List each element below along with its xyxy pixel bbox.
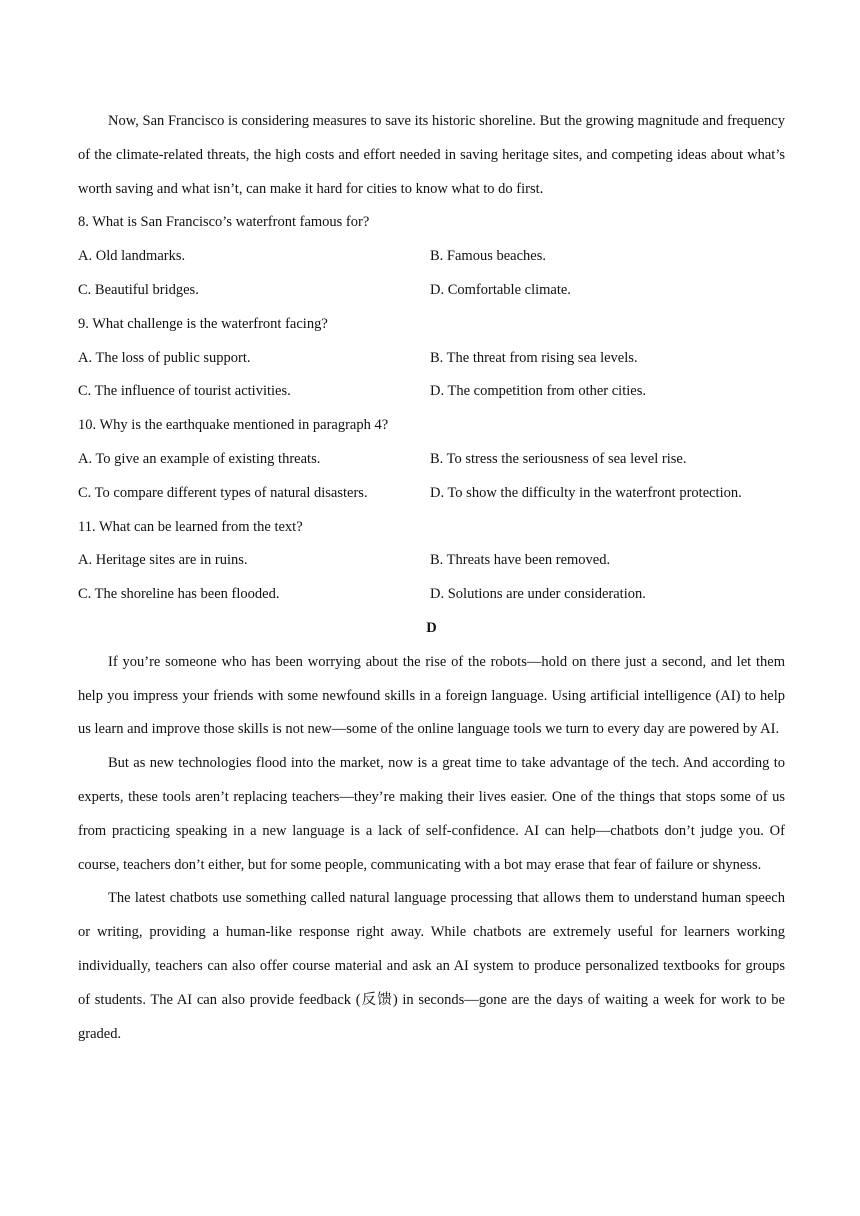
option-c: C. The shoreline has been flooded. <box>78 586 280 603</box>
options-row <box>78 375 785 409</box>
question-11 <box>78 511 785 612</box>
option-c: C. To compare different types of natural disasters. <box>78 484 368 501</box>
option-b: B. The threat from rising sea levels. <box>430 349 638 366</box>
question-stem: 8. What is San Francisco’s waterfront famous for? <box>78 214 370 231</box>
options-row <box>78 342 785 376</box>
passage-c-final-paragraph: Now, San Francisco is considering measures to save its historic shoreline. But the growing magnitude and frequency of the climate-related threats, the high costs and effort needed in saving heritage sites, and competing ideas about what’s worth saving and what isn’t, can make it hard for cities to know what to do first. <box>78 113 785 197</box>
options-row <box>78 443 785 477</box>
question-8 <box>78 206 785 307</box>
section-d-paragraph-3: The latest chatbots use something called natural language processing that allows them to understand human speech or writing, providing a human-like response right away. While chatbots are extremely useful for learners working individually, teachers can also offer course material and ask an AI system to produce personalized textbooks for groups of students. The AI can also provide feedback (反馈) in seconds—gone are the days of waiting a week for work to be graded. <box>78 890 785 1042</box>
option-b: B. Threats have been removed. <box>430 552 611 569</box>
document-page <box>78 105 785 1051</box>
question-stem: 11. What can be learned from the text? <box>78 518 303 535</box>
option-a: A. Heritage sites are in ruins. <box>78 552 248 569</box>
option-d: D. The competition from other cities. <box>430 383 646 400</box>
option-d: D. Comfortable climate. <box>430 281 571 298</box>
option-c: C. Beautiful bridges. <box>78 281 199 298</box>
options-row <box>78 544 785 578</box>
option-b: B. To stress the seriousness of sea level rise. <box>430 450 687 467</box>
option-b: B. Famous beaches. <box>430 248 546 265</box>
question-stem: 10. Why is the earthquake mentioned in paragraph 4? <box>78 417 389 434</box>
section-d-paragraph-2: But as new technologies flood into the market, now is a great time to take advantage of the tech. And according to experts, these tools aren’t replacing teachers—they’re making their lives easier. One of the things that stops some of us from practicing speaking in a new language is a lack of self-confidence. AI can help—chatbots don’t judge you. Of course, teachers don’t either, but for some people, communicating with a bot may erase that fear of failure or shyness. <box>78 755 785 873</box>
question-stem: 9. What challenge is the waterfront facing? <box>78 315 328 332</box>
options-row <box>78 477 785 511</box>
option-a: A. Old landmarks. <box>78 248 186 265</box>
question-10 <box>78 409 785 510</box>
section-heading-d: D <box>426 619 437 636</box>
question-9 <box>78 308 785 409</box>
section-d-paragraph-1: If you’re someone who has been worrying about the rise of the robots—hold on there just a second, and let them help you impress your friends with some newfound skills in a foreign language. Using artificial intelligence (AI) to help us learn and improve those skills is not new—some of the online language tools we turn to every day are powered by AI. <box>78 653 785 738</box>
option-c: C. The influence of tourist activities. <box>78 383 291 400</box>
option-a: A. To give an example of existing threats. <box>78 450 321 467</box>
option-a: A. The loss of public support. <box>78 349 251 366</box>
options-row <box>78 274 785 308</box>
option-d: D. Solutions are under consideration. <box>430 586 646 603</box>
option-d: D. To show the difficulty in the waterfront protection. <box>430 484 742 501</box>
options-row <box>78 578 785 612</box>
options-row <box>78 240 785 274</box>
